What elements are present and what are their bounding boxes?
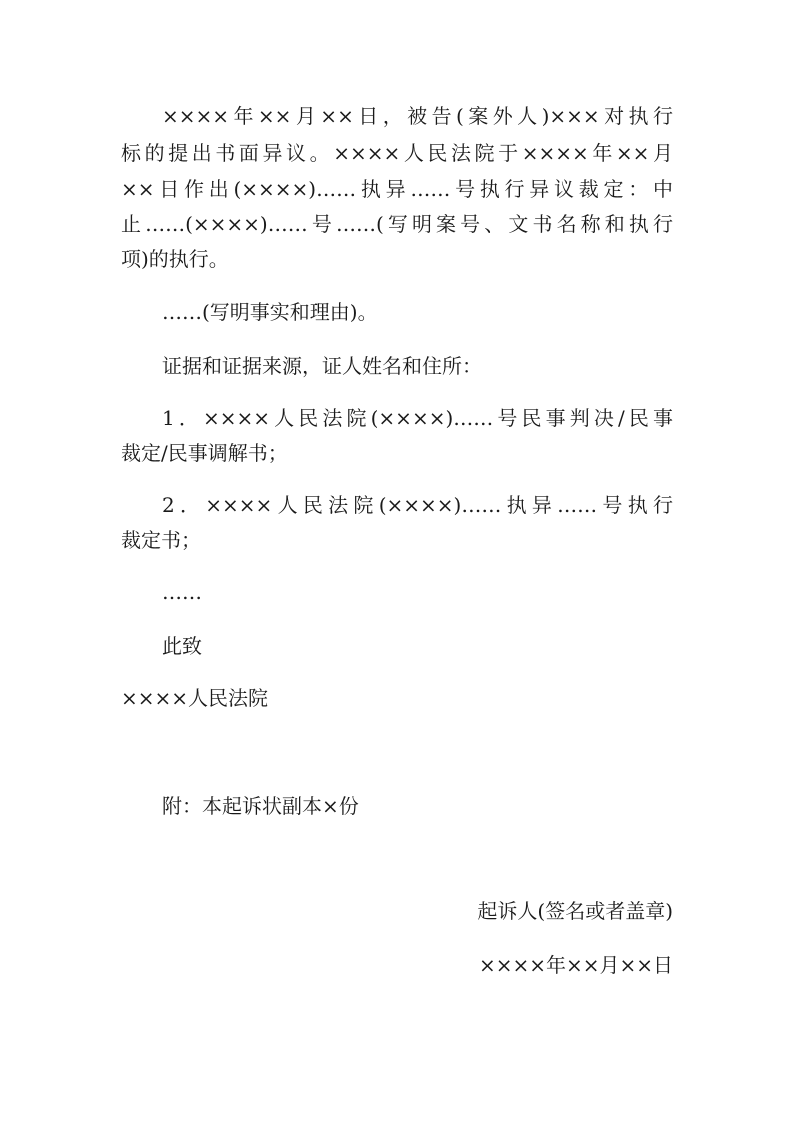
paragraph-1-line-4: 止……(××××)……号……(写明案号、文书名称和执行 — [121, 212, 673, 236]
paragraph-1-line-1: ××××年××月××日，被告(案外人)×××对执行 — [162, 104, 673, 128]
signature-line: 起诉人(签名或者盖章) — [477, 899, 673, 923]
signature-date: ××××年××月××日 — [478, 953, 673, 977]
evidence-item-2-line-1: 2．××××人民法院(××××)……执异……号执行 — [162, 493, 673, 517]
evidence-item-2-line-2: 裁定书； — [121, 528, 201, 552]
evidence-item-1-line-1: 1．××××人民法院(××××)……号民事判决/民事 — [162, 406, 673, 430]
evidence-item-1-line-2: 裁定/民事调解书； — [121, 441, 288, 465]
facts-paragraph: ……(写明事实和理由)。 — [162, 300, 378, 324]
paragraph-1-line-2: 标的提出书面异议。××××人民法院于××××年××月 — [121, 141, 673, 165]
evidence-heading: 证据和证据来源，证人姓名和住所： — [162, 354, 482, 378]
evidence-ellipsis: …… — [162, 580, 202, 604]
paragraph-1-line-5: 项)的执行。 — [121, 247, 229, 271]
paragraph-1-line-3: ××日作出(××××)……执异……号执行异议裁定：中 — [121, 177, 673, 201]
recipient-court: ××××人民法院 — [121, 686, 269, 710]
salutation: 此致 — [162, 634, 202, 658]
attachment-note: 附：本起诉状副本×份 — [162, 794, 359, 818]
